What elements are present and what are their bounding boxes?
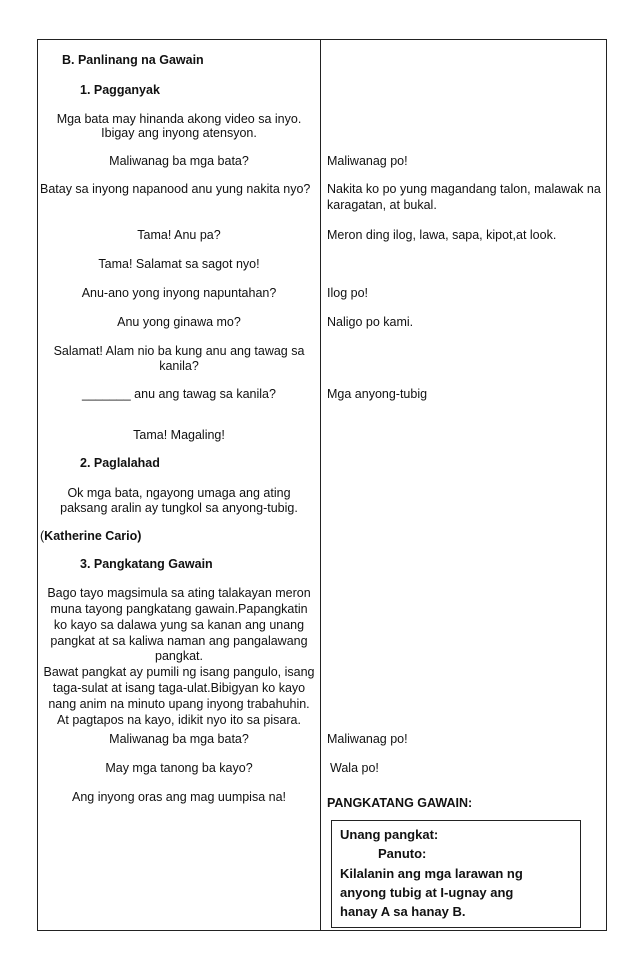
question-tawag-line-1: Salamat! Alam nio ba kung anu ang tawag sa	[53, 344, 305, 358]
pangkat-line: muna tayong pangkatang gawain.Papangkatin	[50, 602, 308, 616]
answer-ilog-lawa: Meron ding ilog, lawa, sapa, kipot,at look.	[327, 228, 557, 242]
instruction-line: hanay A sa hanay B.	[340, 904, 466, 919]
instruction-group: Unang pangkat:	[340, 827, 439, 842]
pangkat-line: Bago tayo magsimula sa ating talakayan meron	[47, 586, 311, 600]
question-ginawa: Anu yong ginawa mo?	[117, 315, 241, 329]
question-magaling: Tama! Magaling!	[133, 428, 225, 442]
question-maliwanag-1: Maliwanag ba mga bata?	[109, 154, 249, 168]
pangkat-line: ko kayo sa dalawa yung sa kanan ang unang	[53, 618, 305, 632]
question-tanong: May mga tanong ba kayo?	[105, 761, 253, 775]
intro-line-2: Ibigay ang inyong atensyon.	[101, 126, 257, 140]
pangkat-line: pangkat at sa kaliwa naman ang pangalawang	[50, 634, 308, 648]
answer-wala: Wala po!	[330, 761, 379, 775]
paglalahad-line-1: Ok mga bata, ngayong umaga ang ating	[67, 486, 291, 500]
question-napuntahan: Anu-ano yong inyong napuntahan?	[81, 286, 277, 300]
question-blank: _______ anu ang tawag sa kanila?	[82, 387, 276, 401]
intro-line-1: Mga bata may hinanda akong video sa inyo.	[56, 112, 302, 126]
instruction-box	[331, 820, 581, 928]
author-name: Katherine Cario)	[44, 529, 142, 543]
question-nakita: Batay sa inyong napanood anu yung nakita nyo?	[40, 182, 311, 196]
paglalahad-heading: 2. Paglalahad	[80, 456, 160, 470]
answer-nakita-line-1: Nakita ko po yung magandang talon, malawak na	[327, 182, 601, 196]
author-credit	[40, 528, 141, 544]
question-oras: Ang inyong oras ang mag uumpisa na!	[71, 790, 287, 804]
answer-maliwanag-1: Maliwanag po!	[327, 154, 408, 168]
question-salamat-sagot: Tama! Salamat sa sagot nyo!	[98, 257, 260, 271]
pangkat-line: pangkat.	[155, 649, 203, 663]
pangkat-line: At pagtapos na kayo, idikit nyo ito sa pisara.	[57, 713, 301, 727]
answer-maliwanag-2: Maliwanag po!	[327, 732, 408, 746]
answer-naligo: Naligo po kami.	[327, 315, 414, 329]
pangkat-line: nang anim na minuto upang inyong trabahuhin.	[48, 697, 310, 711]
pangkatang-gawain-heading: 3. Pangkatang Gawain	[80, 557, 213, 571]
pangkat-line: taga-sulat at isang taga-ulat.Bibigyan ko kayo	[52, 681, 306, 695]
instruction-line: Kilalanin ang mga larawan ng	[340, 866, 523, 881]
pangkatang-gawain-label: PANGKATANG GAWAIN:	[327, 796, 473, 810]
instruction-line: anyong tubig at I-ugnay ang	[340, 885, 514, 900]
question-tama-anu-pa: Tama! Anu pa?	[137, 228, 221, 242]
question-tawag-line-2: kanila?	[159, 359, 199, 373]
paglalahad-line-2: paksang aralin ay tungkol sa anyong-tubig.	[60, 501, 298, 515]
section-b-heading: B. Panlinang na Gawain	[62, 53, 204, 67]
pangkat-line: Bawat pangkat ay pumili ng isang pangulo, isang	[43, 665, 315, 679]
answer-nakita-line-2: karagatan, at bukal.	[327, 198, 437, 212]
question-maliwanag-2: Maliwanag ba mga bata?	[109, 732, 249, 746]
author-paren: (	[40, 529, 45, 543]
answer-ilog: Ilog po!	[327, 286, 369, 300]
pagganyak-heading: 1. Pagganyak	[80, 83, 160, 97]
column-divider	[320, 40, 321, 930]
answer-anyong-tubig: Mga anyong-tubig	[327, 387, 428, 401]
instruction-panuto: Panuto:	[378, 846, 427, 861]
lesson-plan-table	[37, 39, 607, 931]
